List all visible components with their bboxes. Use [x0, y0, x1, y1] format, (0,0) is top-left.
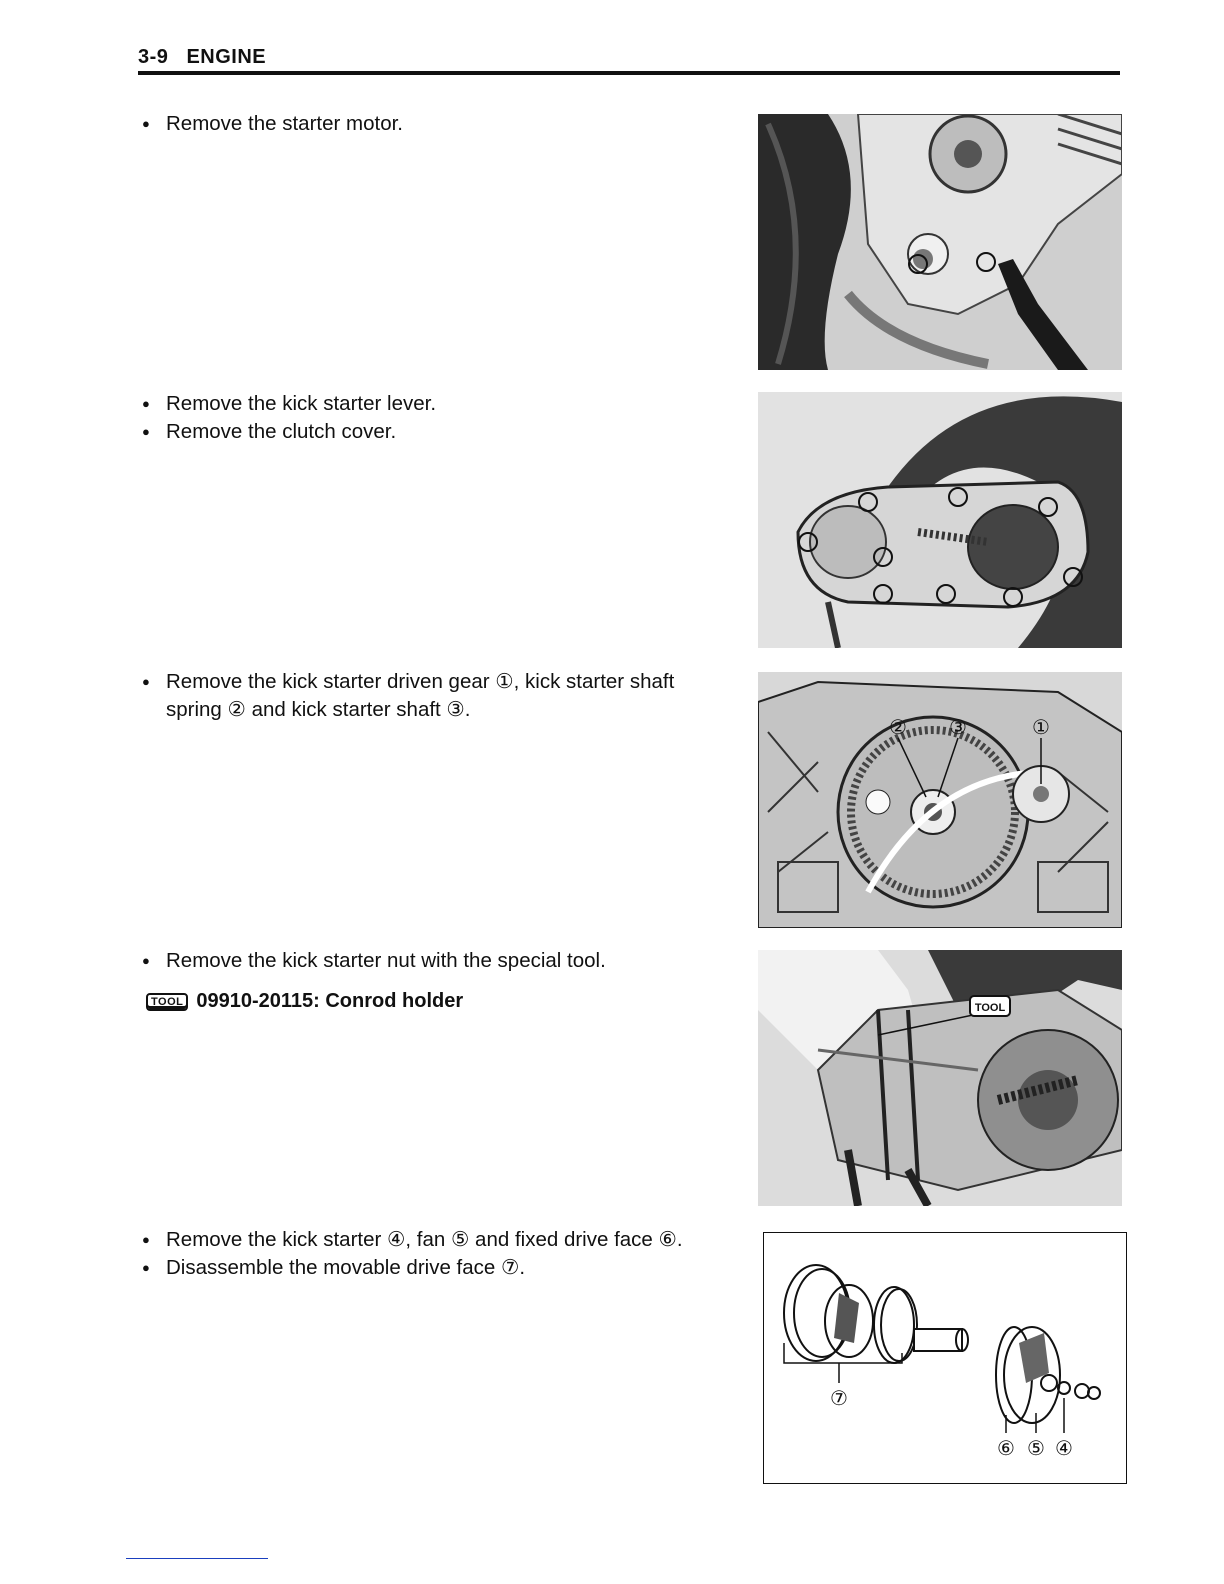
callout-5: ⑤ [1027, 1436, 1045, 1460]
callout-2: ② [889, 715, 907, 739]
step-4-item-1: ● Remove the kick starter nut with the special tool. [142, 947, 742, 975]
step-5-item-1: ● Remove the kick starter ④, fan ⑤ and fixed drive face ⑥. [142, 1226, 742, 1254]
photo-clutch-cover [758, 392, 1122, 648]
photo-kick-starter-nut [758, 950, 1122, 1206]
step-1-item-1: ● Remove the starter motor. [142, 110, 742, 138]
step-4 [142, 947, 742, 975]
callout-6: ⑥ [997, 1436, 1015, 1460]
callout-7: ⑦ [830, 1386, 848, 1410]
callout-3: ③ [949, 715, 967, 739]
step-3-item-1: ● Remove the kick starter driven gear ①, kick starter shaft spring ② and kick starter shaft ③. [142, 668, 732, 724]
step-3 [142, 668, 732, 724]
header-rule [138, 71, 1120, 75]
step-5-item-2: ● Disassemble the movable drive face ⑦. [142, 1254, 742, 1282]
page-header [138, 46, 266, 69]
step-2-item-2: ● Remove the clutch cover. [142, 418, 742, 446]
step-2-item-1: ● Remove the kick starter lever. [142, 390, 742, 418]
callout-1: ① [1032, 715, 1050, 739]
special-tool-line [146, 990, 463, 1013]
tool-part-number: 09910-20115: Conrod holder [196, 990, 464, 1012]
step-2 [142, 390, 742, 446]
tool-icon: TOOL [146, 993, 188, 1011]
illustration-drive-face [763, 1232, 1127, 1484]
tool-callout: TOOL [974, 1002, 1006, 1014]
photo-kick-starter-gear [758, 672, 1122, 928]
photo-starter-motor [758, 114, 1122, 370]
step-5 [142, 1226, 742, 1282]
footer-line [126, 1558, 268, 1559]
step-1 [142, 110, 742, 138]
section-title: ENGINE [186, 46, 267, 68]
page-number: 3-9 [138, 46, 169, 68]
callout-4: ④ [1055, 1436, 1073, 1460]
